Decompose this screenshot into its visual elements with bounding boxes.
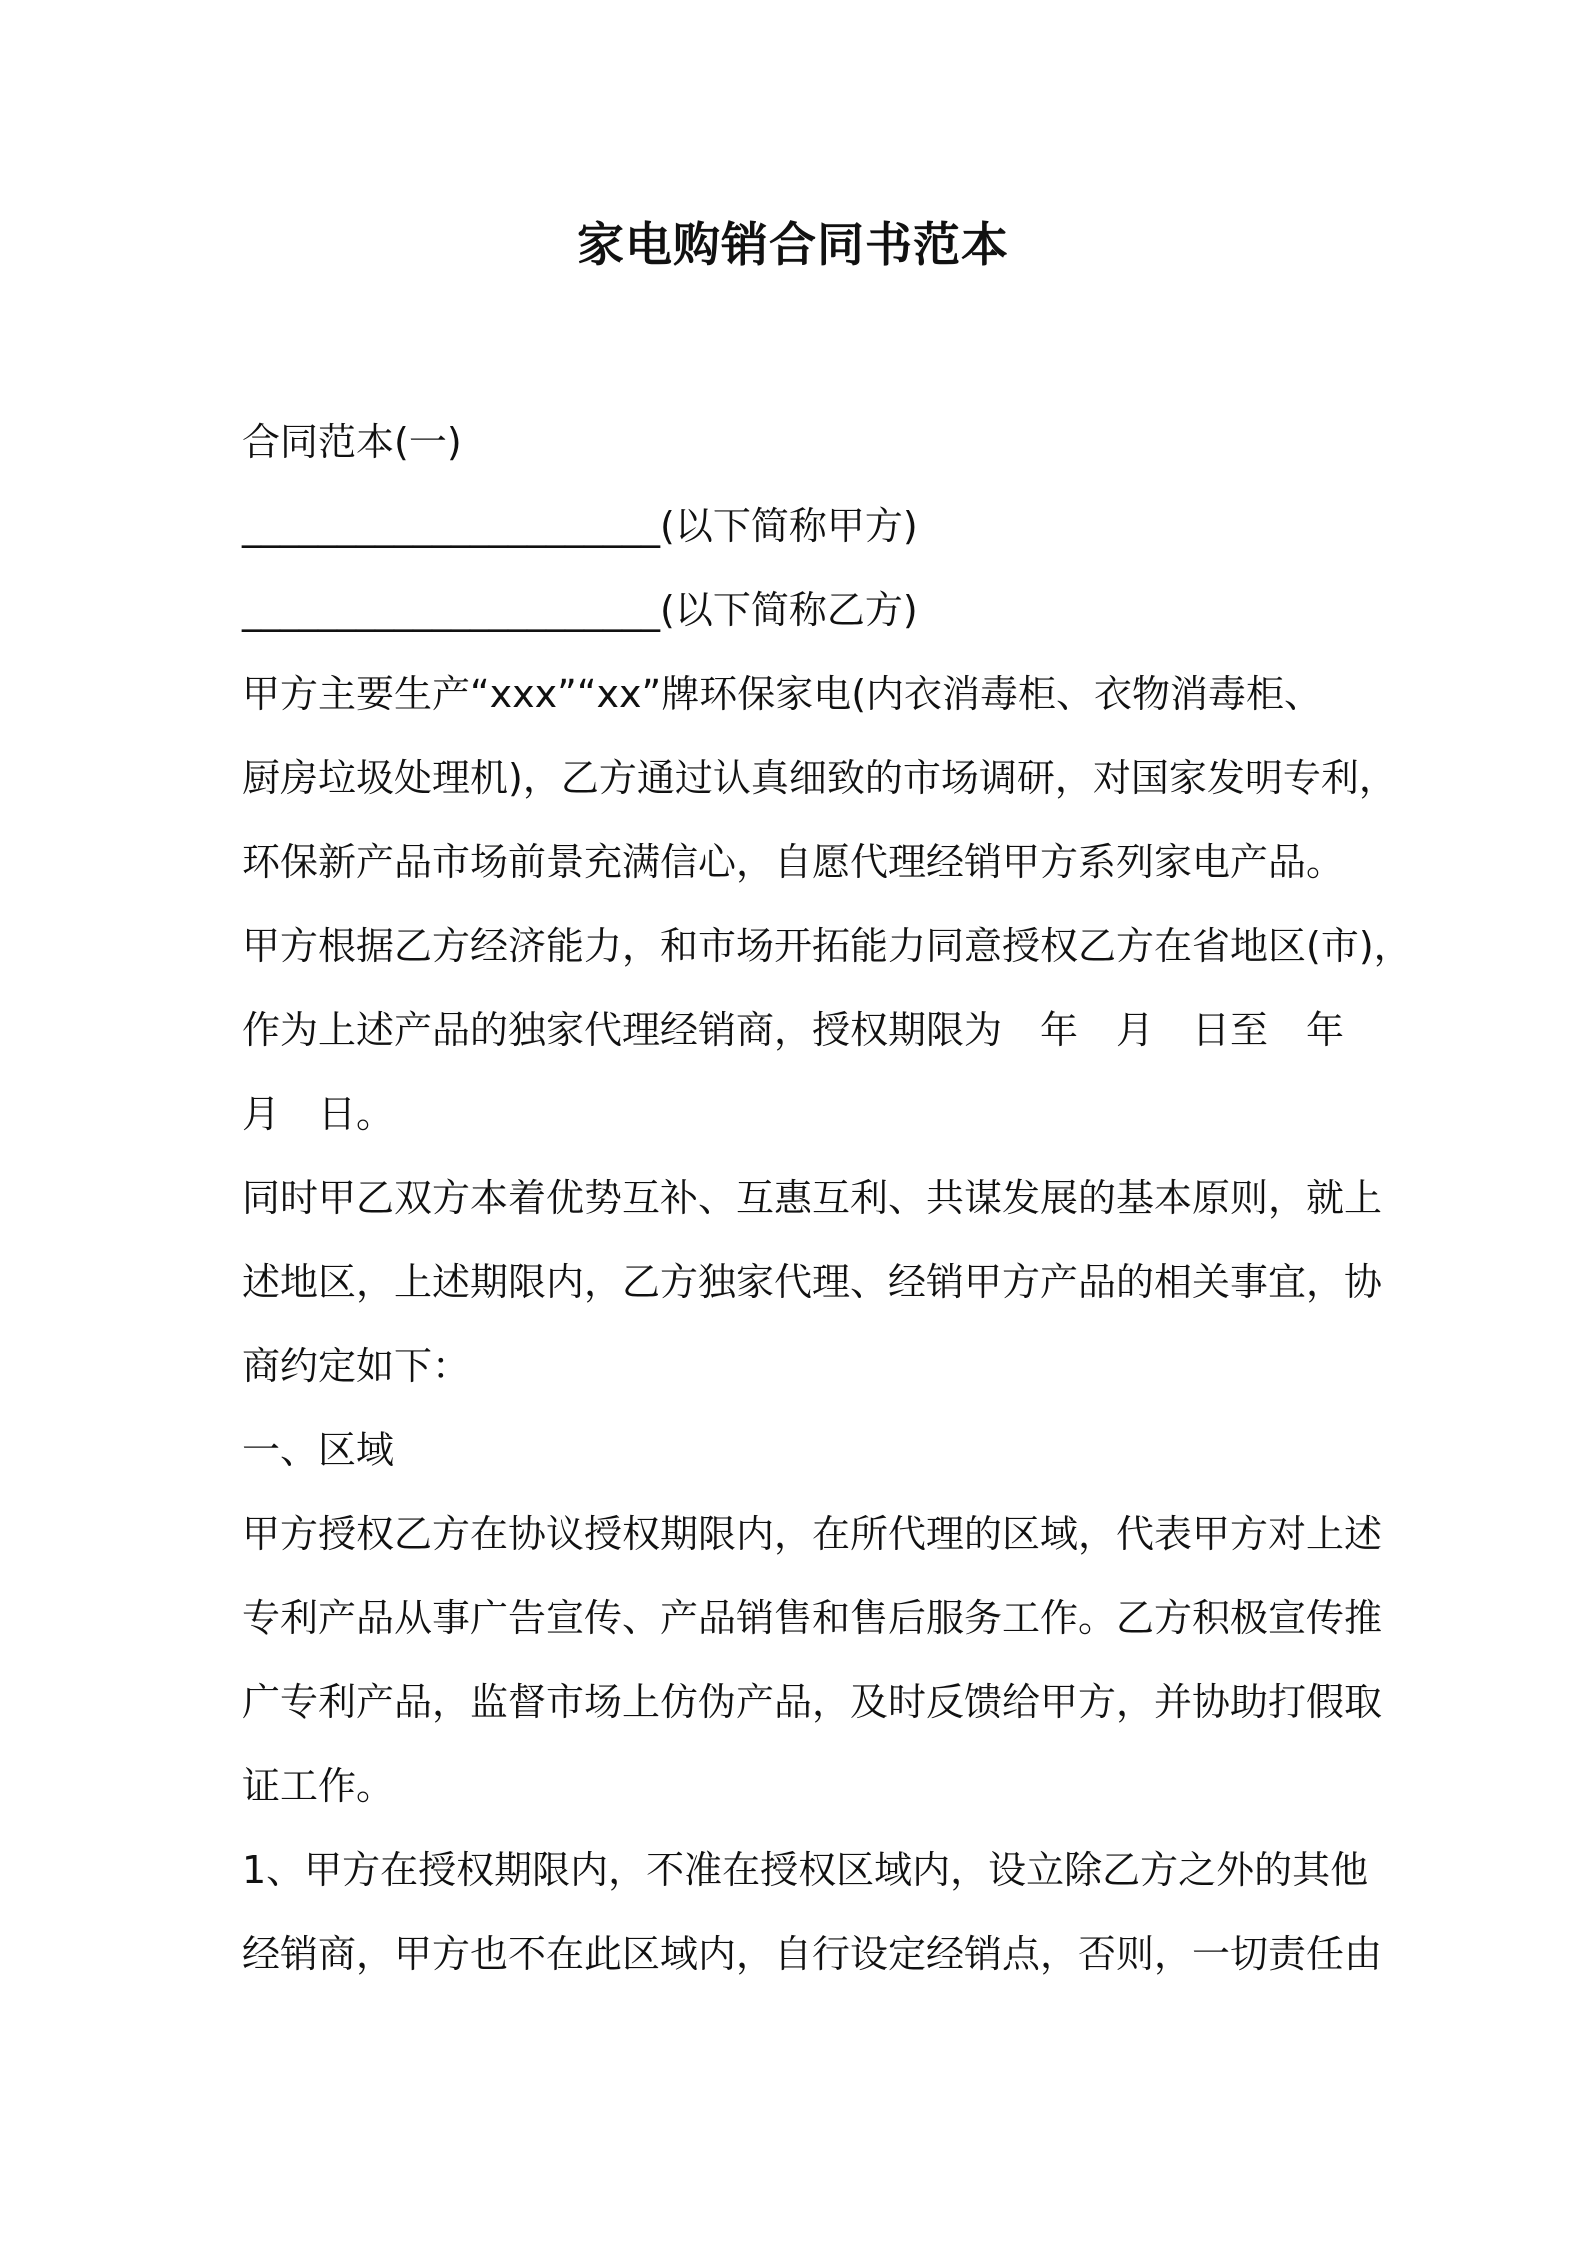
text-line: 甲方主要生产“xxx”“xx”牌环保家电(内衣消毒柜、衣物消毒柜、 [242, 672, 1323, 716]
text-line: 1、甲方在授权期限内，不准在授权区域内，设立除乙方之外的其他 [242, 1848, 1369, 1892]
text-line: 合同范本(一) [242, 420, 462, 464]
text-line: 月 日。 [242, 1092, 395, 1136]
text-line: 述地区，上述期限内，乙方独家代理、经销甲方产品的相关事宜，协 [242, 1260, 1383, 1304]
text-line: ______________________(以下简称乙方) [242, 588, 918, 632]
text-line: 证工作。 [242, 1764, 395, 1808]
text-line: 环保新产品市场前景充满信心，自愿代理经销甲方系列家电产品。 [242, 840, 1345, 884]
document-title: 家电购销合同书范本 [577, 218, 1009, 273]
text-line: 甲方授权乙方在协议授权期限内，在所代理的区域，代表甲方对上述 [242, 1512, 1383, 1556]
text-line: ______________________(以下简称甲方) [242, 504, 918, 548]
text-line: 作为上述产品的独家代理经销商，授权期限为 年 月 日至 年 [242, 1008, 1345, 1052]
text-line: 广专利产品，监督市场上仿伪产品，及时反馈给甲方，并协助打假取 [242, 1680, 1383, 1724]
section-heading: 一、区域 [242, 1428, 395, 1472]
text-line: 经销商，甲方也不在此区域内，自行设定经销点，否则，一切责任由 [242, 1932, 1383, 1976]
text-line: 甲方根据乙方经济能力，和市场开拓能力同意授权乙方在省地区(市)， [242, 924, 1412, 968]
document-body [242, 400, 1412, 1996]
text-line: 厨房垃圾处理机)，乙方通过认真细致的市场调研，对国家发明专利， [242, 756, 1397, 800]
text-line: 商约定如下： [242, 1344, 471, 1388]
text-line: 专利产品从事广告宣传、产品销售和售后服务工作。乙方积极宣传推 [242, 1596, 1383, 1640]
text-line: 同时甲乙双方本着优势互补、互惠互利、共谋发展的基本原则，就上 [242, 1176, 1383, 1220]
